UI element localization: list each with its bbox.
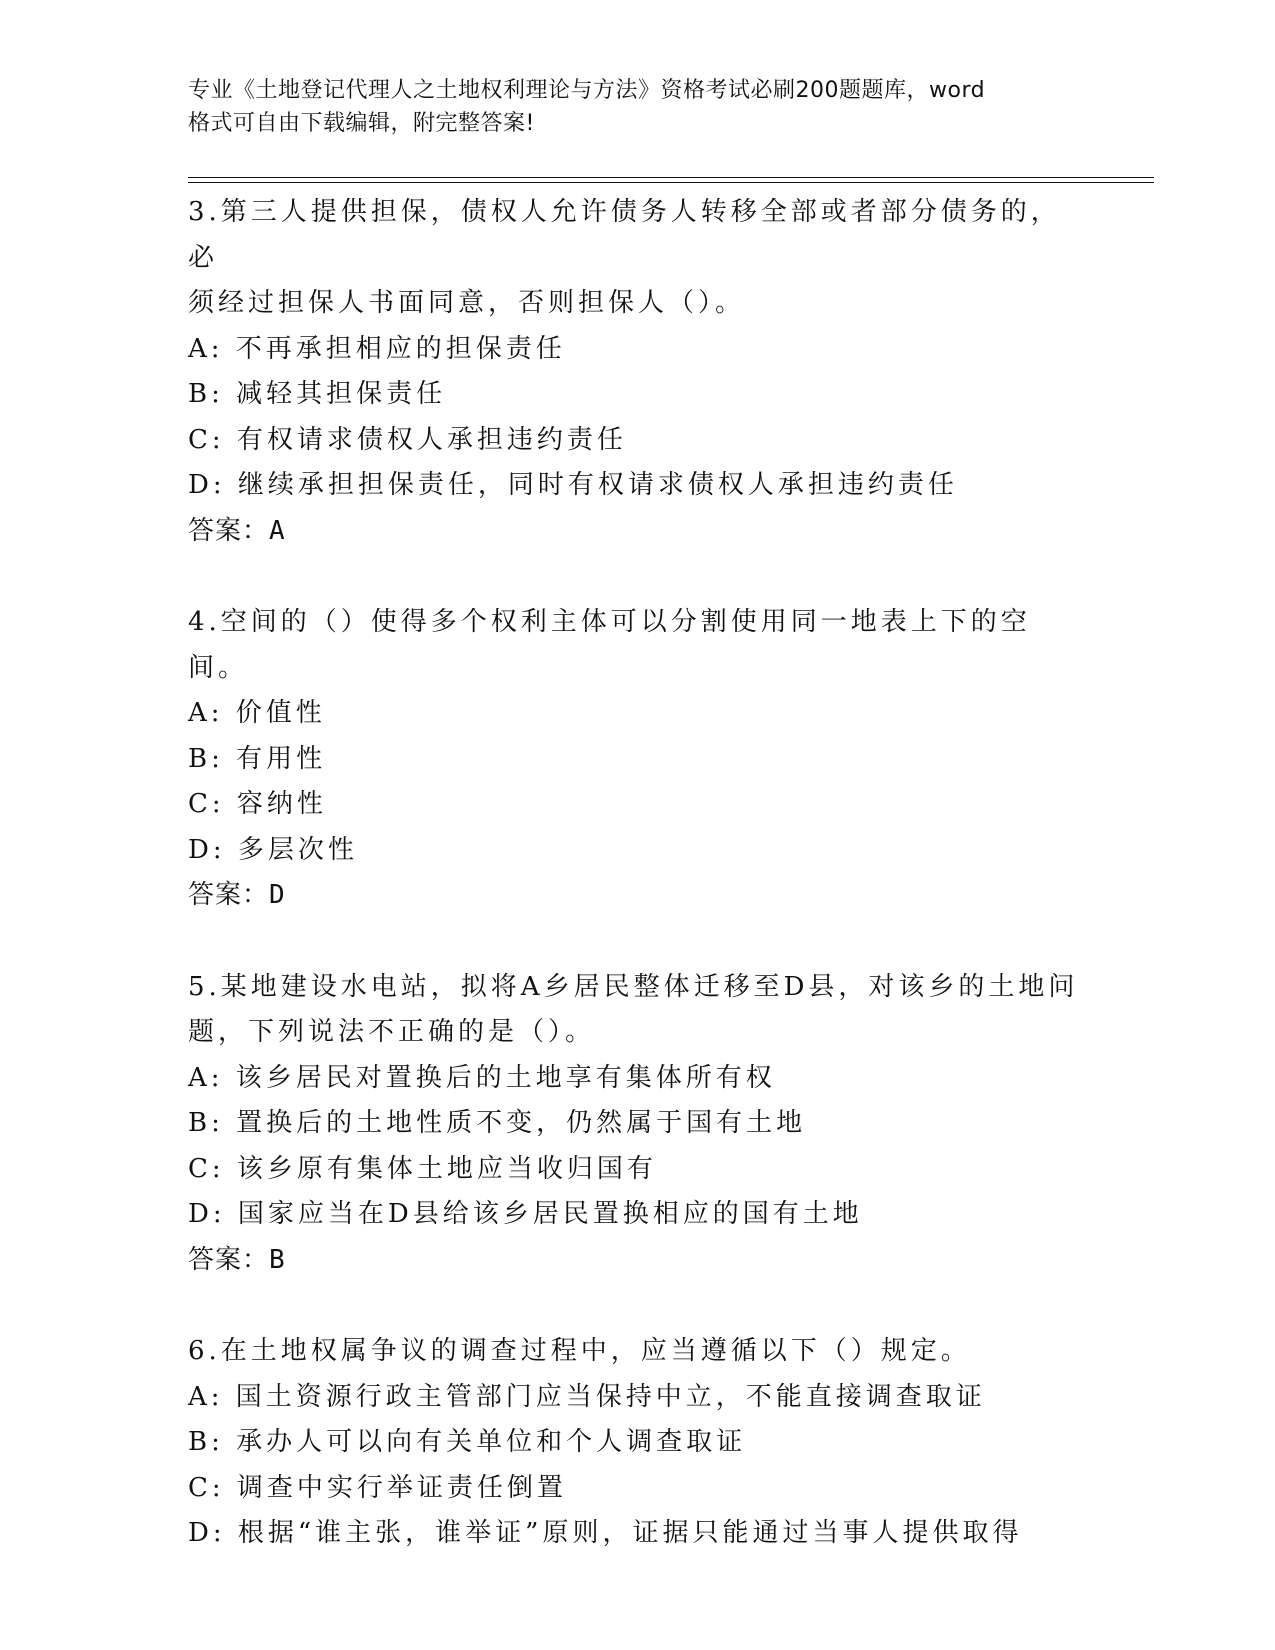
option-d: D: 国家应当在D县给该乡居民置换相应的国有土地 <box>188 1199 863 1229</box>
option-b: B: 置换后的土地性质不变，仍然属于国有土地 <box>188 1108 807 1138</box>
header-divider-bottom <box>188 182 1154 183</box>
header-line-2: 格式可自由下载编辑，附完整答案! <box>188 111 535 136</box>
answer-value: D <box>269 880 286 910</box>
option-b: B: 减轻其担保责任 <box>188 379 447 409</box>
option-a: A: 该乡居民对置换后的土地享有集体所有权 <box>188 1062 776 1093</box>
question-stem: 6.在土地权属争议的调查过程中，应当遵循以下（）规定。 <box>188 1336 971 1366</box>
option-c: C: 调查中实行举证责任倒置 <box>188 1472 567 1503</box>
header-line-1: 专业《土地登记代理人之土地权利理论与方法》资格考试必刷200题题库，word <box>188 78 986 103</box>
option-c: C: 该乡原有集体土地应当收归国有 <box>188 1153 657 1184</box>
question-6 <box>188 1329 1088 1557</box>
question-stem-continued: 题，下列说法不正确的是（）。 <box>188 1017 596 1047</box>
question-stem: 4.空间的（）使得多个权利主体可以分割使用同一地表上下的空间。 <box>188 607 1031 683</box>
answer-line <box>188 1238 1088 1284</box>
document-header <box>188 74 1068 140</box>
answer-label: 答案： <box>188 515 270 546</box>
option-a: A: 不再承担相应的担保责任 <box>188 333 566 364</box>
option-c: C: 容纳性 <box>188 789 327 819</box>
option-d: D: 根据“谁主张，谁举证”原则，证据只能通过当事人提供取得 <box>188 1518 1023 1548</box>
question-stem: 3.第三人提供担保，债权人允许债务人转移全部或者部分债务的，必 <box>188 197 1061 273</box>
option-b: B: 承办人可以向有关单位和个人调查取证 <box>188 1427 747 1457</box>
question-4 <box>188 600 1088 919</box>
answer-line <box>188 873 1088 919</box>
option-d: D: 多层次性 <box>188 834 358 865</box>
answer-label: 答案： <box>188 1244 270 1275</box>
option-b: B: 有用性 <box>188 743 327 774</box>
question-stem: 5.某地建设水电站，拟将A乡居民整体迁移至D县，对该乡的土地问 <box>188 971 1079 1002</box>
question-list <box>188 190 1088 1603</box>
option-a: A: 价值性 <box>188 698 326 728</box>
answer-line <box>188 509 1088 555</box>
answer-label: 答案： <box>188 880 270 910</box>
answer-value: B <box>269 1244 286 1275</box>
answer-value: A <box>269 515 286 546</box>
header-divider-top <box>188 177 1154 178</box>
question-3 <box>188 190 1088 554</box>
question-5 <box>188 965 1088 1284</box>
option-c: C: 有权请求债权人承担违约责任 <box>188 424 627 455</box>
option-a: A: 国土资源行政主管部门应当保持中立，不能直接调查取证 <box>188 1381 986 1412</box>
question-stem-continued: 须经过担保人书面同意，否则担保人（）。 <box>188 288 746 318</box>
option-d: D: 继续承担担保责任，同时有权请求债权人承担违约责任 <box>188 470 958 500</box>
